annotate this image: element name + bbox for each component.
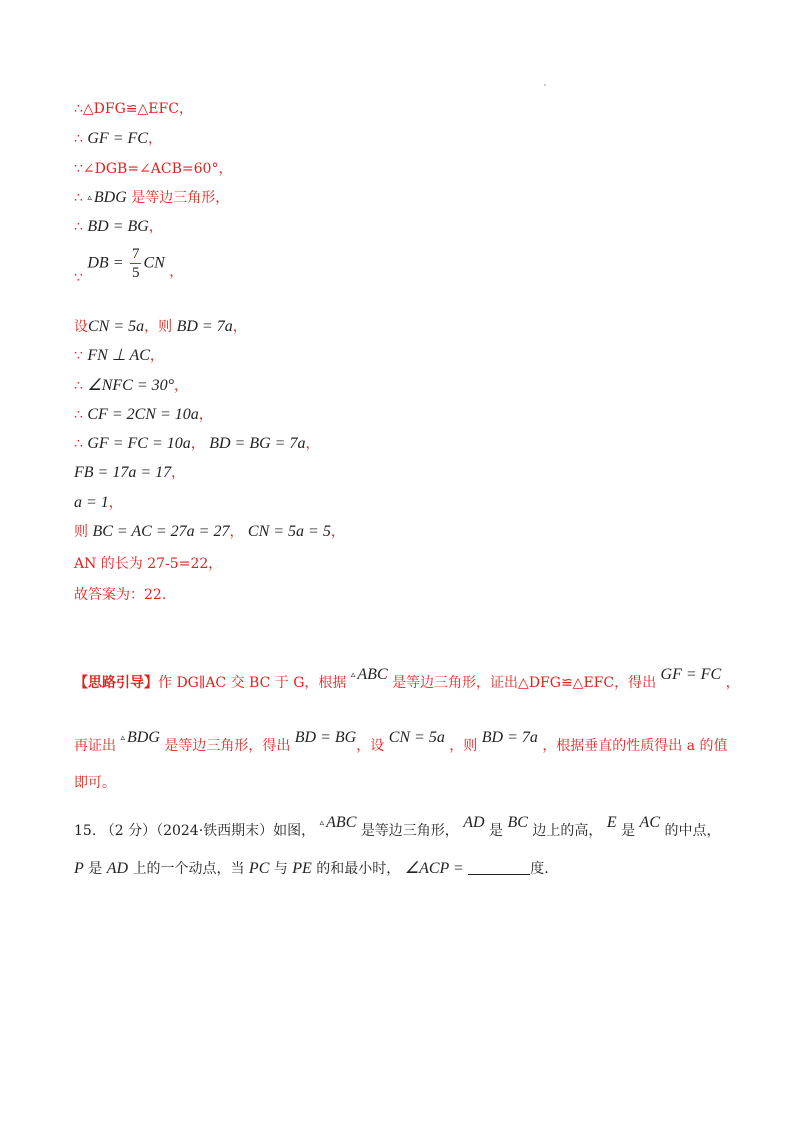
math-expression: FB = 17a = 17 — [74, 464, 172, 481]
math-expression: CF = 2CN = 10a — [87, 406, 199, 423]
hint-text: 作 DG∥AC 交 BC 于 G，根据 — [158, 675, 347, 691]
math-expression: BC — [507, 814, 528, 831]
math-expression: P — [74, 860, 84, 877]
hint-text: ，则 — [449, 738, 478, 754]
math-expression: ABC — [326, 814, 357, 831]
hint-line-3 — [74, 772, 116, 792]
hint-text: 再证出 — [74, 738, 116, 754]
question-text: 的中点， — [664, 823, 721, 839]
question-text: 是 — [88, 861, 103, 877]
question-text: 是 — [621, 823, 636, 839]
math-expression: FN ⊥ AC — [87, 347, 150, 364]
math-expression: DB = — [87, 254, 124, 272]
math-expression: ∠NFC = 30° — [87, 377, 175, 394]
therefore-symbol: ∴ — [74, 190, 83, 206]
question-text: 度. — [530, 861, 549, 877]
math-expression: CN — [143, 254, 165, 272]
math-expression: GF = FC — [87, 130, 148, 147]
hint-text: ，设 — [356, 738, 385, 754]
hint-tag: 【思路引导】 — [74, 675, 158, 691]
solution-line-6 — [74, 245, 184, 286]
comma: ， — [198, 407, 213, 423]
therefore-symbol: ∴ — [74, 378, 83, 394]
comma: ， — [305, 436, 320, 452]
triangle-icon: ▵ — [87, 193, 92, 203]
statement-text: 是等边三角形， — [131, 190, 230, 206]
solution-line-13 — [74, 492, 123, 512]
solution-line-2 — [74, 128, 162, 148]
solution-line-7 — [74, 316, 247, 336]
math-expression: PC — [248, 860, 270, 877]
statement-text: 设 — [74, 319, 88, 335]
question-line-2 — [74, 858, 549, 878]
math-expression: AD — [463, 814, 485, 831]
math-expression: E — [606, 814, 617, 831]
therefore-symbol: ∴ — [74, 436, 83, 452]
comma: ， — [149, 348, 164, 364]
math-expression: AC — [639, 814, 660, 831]
because-symbol: ∵ — [74, 348, 83, 364]
congruence-statement: ∴△DFG≌△EFC， — [74, 101, 193, 117]
comma: ， — [725, 675, 740, 691]
solution-line-10 — [74, 404, 213, 424]
question-number: 15. — [74, 823, 97, 839]
solution-line-12 — [74, 462, 185, 482]
question-text: 边上的高， — [532, 823, 603, 839]
math-expression: GF = FC — [660, 666, 722, 683]
comma: ， — [174, 378, 189, 394]
comma: ， — [147, 131, 162, 147]
question-meta: （2 分）（2024·铁西期末）如图， — [100, 823, 316, 839]
solution-line-15 — [74, 553, 222, 573]
comma: ， — [169, 263, 184, 280]
math-expression: CN = 5a — [388, 729, 445, 746]
solution-line-3 — [74, 158, 232, 178]
solution-line-11 — [74, 433, 319, 453]
answer-text: 故答案为：22. — [74, 587, 167, 603]
math-expression: GF = FC = 10a — [87, 435, 191, 452]
math-expression: PE — [292, 860, 312, 877]
math-expression: BD = BG — [294, 729, 357, 746]
comma: ， — [171, 465, 186, 481]
math-expression: BC = AC = 27a = 27 — [92, 523, 230, 540]
math-expression: BDG — [126, 729, 160, 746]
question-text: 是 — [489, 823, 504, 839]
hint-text: ，根据垂直的性质得出 a 的值 — [542, 738, 728, 754]
question-text: 的和最小时， — [316, 861, 401, 877]
fraction-numerator: 7 — [131, 246, 140, 262]
comma: ， — [108, 495, 123, 511]
math-expression: CN = 5a — [88, 318, 145, 335]
hint-line-1 — [74, 666, 740, 692]
math-expression: ABC — [357, 666, 388, 683]
hint-text: 是等边三角形，得出 — [164, 738, 291, 754]
because-symbol: ∵ — [74, 269, 83, 286]
fraction-denominator: 5 — [131, 265, 140, 281]
hint-line-2 — [74, 729, 728, 755]
fraction — [130, 245, 142, 282]
hint-text: 是等边三角形，证出△DFG≌△EFC，得出 — [392, 675, 657, 691]
angle-statement: ∵∠DGB=∠ACB=60°， — [74, 161, 233, 177]
solution-line-16 — [74, 584, 166, 604]
therefore-symbol: ∴ — [74, 219, 83, 235]
math-expression: ∠ACP = — [404, 860, 464, 877]
answer-blank[interactable] — [468, 860, 530, 875]
solution-line-1 — [74, 98, 193, 118]
triangle-icon: ▵ — [319, 818, 325, 828]
math-expression: BD = BG = 7a — [209, 435, 306, 452]
scan-dot — [544, 84, 546, 86]
solution-line-14 — [74, 521, 345, 541]
math-expression: BD = 7a — [481, 729, 538, 746]
comma: ， — [148, 219, 163, 235]
math-expression: a = 1 — [74, 494, 109, 511]
math-expression: BDG — [93, 189, 127, 206]
comma: ， — [229, 524, 244, 540]
math-expression: CN = 5a = 5 — [247, 523, 331, 540]
comma: ， — [232, 319, 247, 335]
solution-line-4 — [74, 187, 229, 207]
result-text: AN 的长为 27-5=22， — [74, 556, 223, 572]
solution-line-8 — [74, 345, 164, 365]
solution-line-9 — [74, 375, 188, 395]
therefore-symbol: ∴ — [74, 131, 83, 147]
comma: ， — [190, 436, 205, 452]
triangle-icon: ▵ — [350, 670, 356, 680]
hint-text: 即可。 — [74, 775, 116, 791]
solution-line-5 — [74, 216, 163, 236]
triangle-icon: ▵ — [120, 733, 125, 743]
statement-text: 则 — [74, 524, 88, 540]
comma: ， — [330, 524, 345, 540]
therefore-symbol: ∴ — [74, 407, 83, 423]
math-expression: AD — [106, 860, 129, 877]
question-line-1 — [74, 814, 720, 840]
question-text: 是等边三角形， — [360, 823, 459, 839]
statement-text: ，则 — [144, 319, 173, 335]
math-expression: BD = 7a — [176, 318, 233, 335]
question-text: 上的一个动点，当 — [132, 861, 245, 877]
math-expression: BD = BG — [87, 218, 149, 235]
question-text: 与 — [273, 861, 288, 877]
